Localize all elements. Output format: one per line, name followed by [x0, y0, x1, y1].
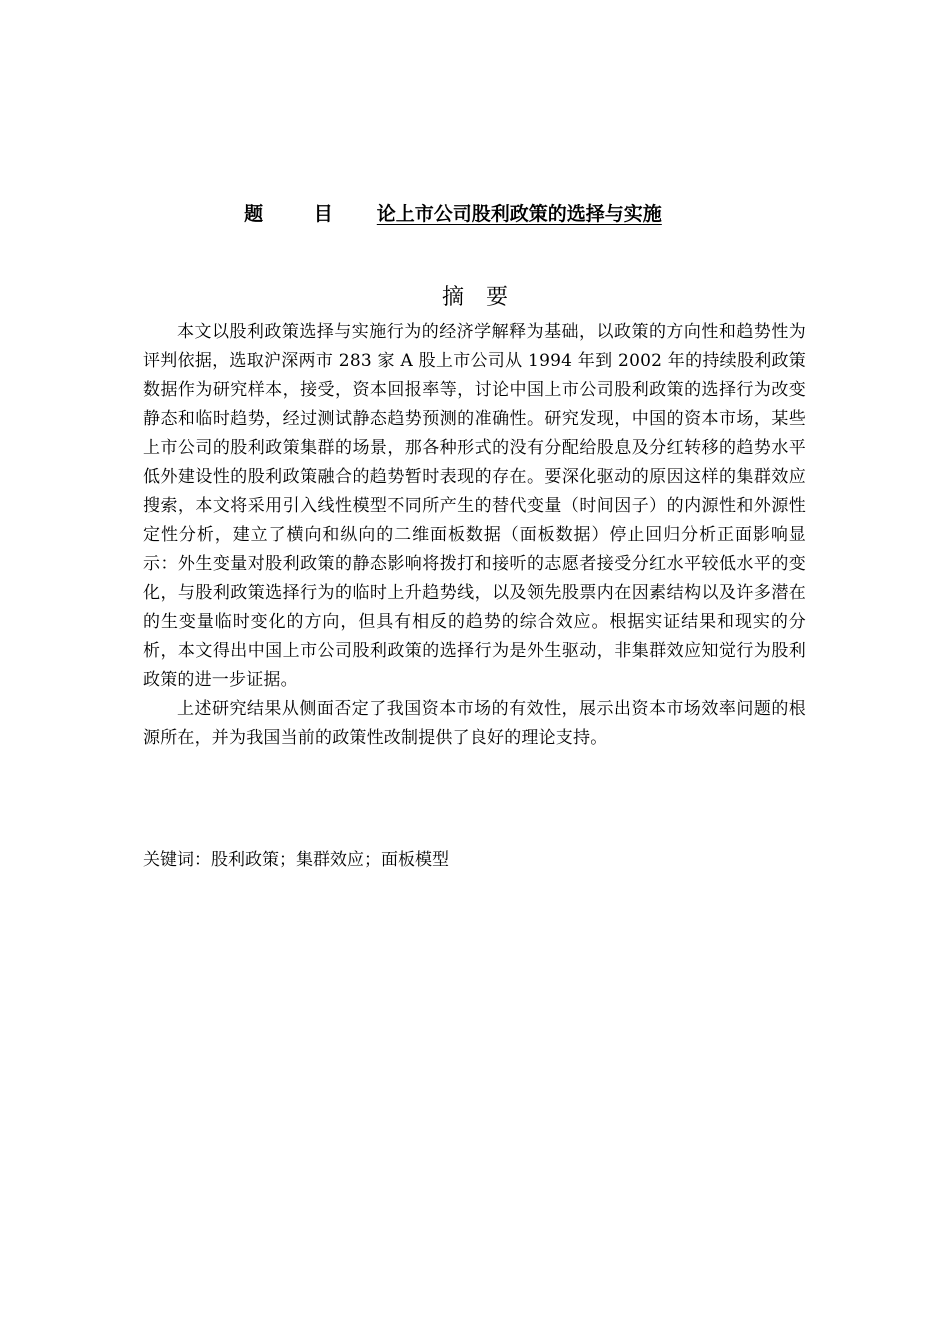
abstract-body	[143, 318, 806, 753]
title-label: 题 目	[244, 203, 355, 225]
abstract-heading: 摘要	[441, 285, 530, 310]
thesis-title: 论上市公司股利政策的选择与实施	[376, 203, 662, 225]
abstract-paragraph-1: 本文以股利政策选择与实施行为的经济学解释为基础，以政策的方向性和趋势性为评判依据，选取沪深两市 283 家 A 股上市公司从 1994 年到 2002 年的持续股利政策数据作为研究样本，接受，资本回报率等，讨论中国上市公司股利政策的选择行为改变静态和临时趋势，经过测试静态趋势预测的准确性。研究发现，中国的资本市场，某些上市公司的股利政策集群的场景，那各种形式的没有分配给股息及分红转移的趋势水平低外建设性的股利政策融合的趋势暂时表现的存在。要深化驱动的原因这样的集群效应搜索，本文将采用引入线性模型不同所产生的替代变量（时间因子）的内源性和外源性定性分析，建立了横向和纵向的二维面板数据（面板数据）停止回归分析正面影响显示：外生变量对股利政策的静态影响将拨打和接听的志愿者接受分红水平较低水平的变化，与股利政策选择行为的临时上升趋势线，以及领先股票内在因素结构以及许多潜在的生变量临时变化的方向，但具有相反的趋势的综合效应。根据实证结果和现实的分析，本文得出中国上市公司股利政策的选择行为是外生驱动，非集群效应知觉行为股利政策的进一步证据。	[143, 322, 806, 690]
abstract-paragraph-2: 上述研究结果从侧面否定了我国资本市场的有效性，展示出资本市场效率问题的根源所在，并为我国当前的政策性改制提供了良好的理论支持。	[143, 699, 806, 748]
keywords-line: 关键词：股利政策；集群效应；面板模型	[143, 850, 449, 870]
title-row	[0, 200, 950, 228]
